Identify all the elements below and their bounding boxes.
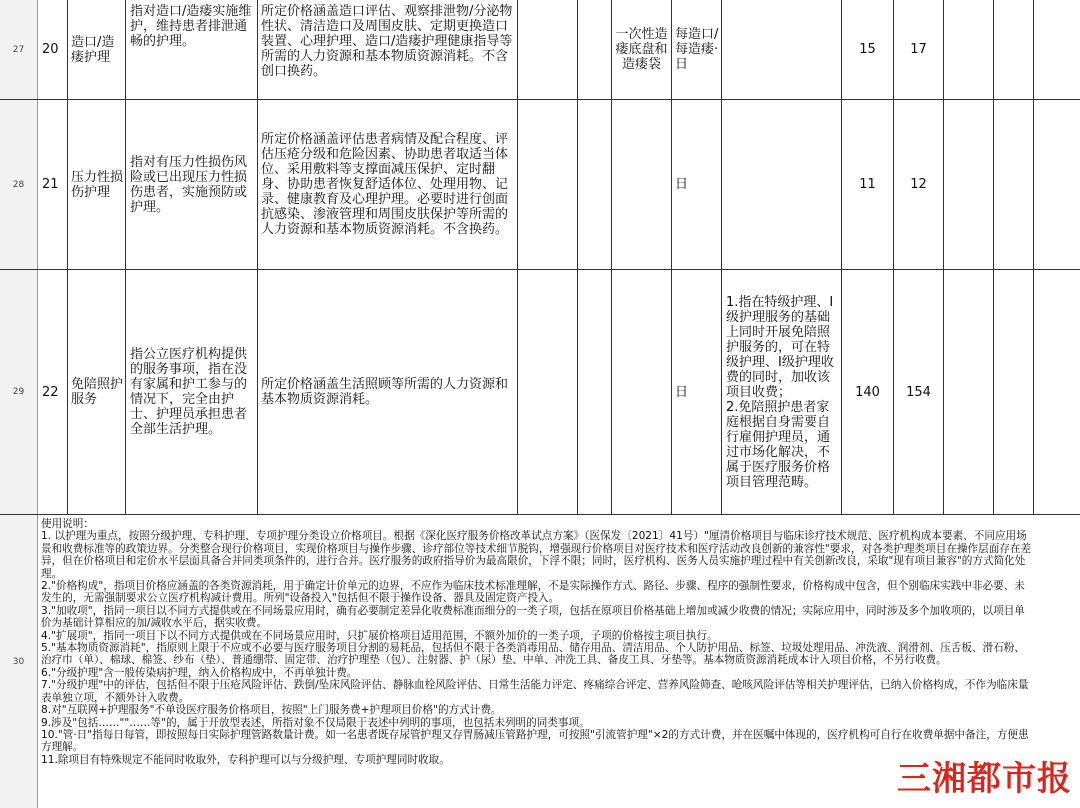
empty-cell	[944, 270, 994, 514]
item-unit-text: 日	[675, 177, 689, 192]
empty-cell	[944, 0, 994, 99]
empty-cell	[518, 0, 578, 99]
item-seq: 20	[38, 0, 68, 99]
row-number: 27	[0, 0, 38, 99]
notes-heading: 使用说明：	[41, 518, 94, 530]
row-number: 28	[0, 100, 38, 269]
item-unit-text: 日	[675, 384, 689, 400]
item-content-text: 所定价格涵盖生活照顾等所需的人力资源和基本物质资源消耗。	[261, 377, 509, 407]
usage-notes	[38, 516, 1038, 768]
item-seq: 21	[38, 100, 68, 269]
item-unit	[672, 0, 722, 99]
item-name	[68, 100, 126, 269]
empty-cell	[994, 100, 1034, 269]
item-content	[258, 0, 518, 99]
note-item: 2."价格构成"，指项目价格应涵盖的各类资源消耗，用于确定计价单元的边界，不应作为临床技术标准理解，不是实际操作方式、路径、步骤、程序的强制性要求，价格构成中包含，但个别临床实践中非必要、未发生的，无需强制要求公立医疗机构减计费用。所列"设备投入"包括但不限于操作设备、器具及固定资产投入。	[41, 580, 1025, 605]
item-content	[258, 270, 518, 514]
item-definition	[126, 100, 258, 269]
item-content-text: 所定价格涵盖造口评估、观察排泄物/分泌物性状、清洁造口及周围皮肤、定期更换造口装置、心理护理、造口/造瘘护理健康指导等所需的人力资源和基本物质资源消耗。不含创口换药。	[261, 4, 513, 79]
item-materials	[612, 270, 672, 514]
item-content	[258, 100, 518, 269]
item-content-text: 所定价格涵盖评估患者病情及配合程度、评估压疮分级和危险因素、协助患者取适当体位、采用敷料等支撑面减压保护、定时翻身、协助患者恢复舒适体位、处理用物、记录、健康教育及心理护理。必要时进行创面抗感染、渗液管理和周围皮肤保护等所需的人力资源和基本物质资源消耗。不含换药。	[261, 132, 509, 237]
empty-cell	[578, 0, 612, 99]
price-2: 17	[894, 0, 944, 99]
table-row	[0, 270, 1080, 515]
item-seq: 22	[38, 270, 68, 514]
empty-cell	[1034, 0, 1080, 99]
price-1: 11	[842, 100, 894, 269]
note-item: 3."加收项"，指同一项目以不同方式提供或在不同场景应用时，确有必要制定差异化收费标准而细分的一类子项，包括在原项目价格基础上增加或减少收费的情况；实际应用中，同时涉及多个加收项的，以项目单价为基础计算相应的加/减收水平后，据实收费。	[41, 604, 1025, 630]
newspaper-watermark-logo: 三湘都市报	[897, 759, 1072, 799]
note-item: 8.对"互联网+护理服务"不单设医疗服务价格项目，按照"上门服务费+护理项目价格"的方式计费。	[41, 704, 502, 717]
note-item: 5."基本物质资源消耗"，指原则上限于不应或不必要与医疗服务项目分割的易耗品，包括但不限于各类消毒用品、储存用品、清洁用品、个人防护用品、标签、垃圾处理用品、冲洗液、润滑剂、压舌板、滑石粉、治疗巾（单）、棉球、棉签、纱布（垫）、普通绷带、固定带、治疗护理垫（包）、注射器、护（尿）垫、中单、冲洗工具、备皮工具、牙垫等。基本物质资源消耗成本计入项目价格，不另行收费。	[41, 642, 1025, 667]
item-name-text: 造口/造瘘护理	[71, 34, 115, 65]
item-materials-text: 一次性造瘘底盘和造瘘袋	[615, 27, 668, 72]
note-item: 1. 以护理为重点，按照分级护理、专科护理、专项护理分类设立价格项目。根据《深化医疗服务价格改革试点方案》（医保发〔2021〕41号）"厘清价格项目与临床诊疗技术规范、医疗机构成本要素、不同应用场景和收费标准等的政策边界。分类整合现行价格项目，实现价格项目与操作步骤、诊疗部位等技术细节脱钩，增强现行价格项目对医疗技术和医疗活动改良创新的兼容性"要求，对各类护理类项目在操作层面存在差异，但在价格项目和定价水平层面具备合并同类项条件的，进行合并。医疗服务的政府指导价为最高限价，下浮不限；同时，医疗机构、医务人员实施护理过程中有关创新改良，采取"现有项目兼容"的方式简化处理。	[41, 530, 1032, 580]
price-1: 140	[842, 270, 894, 514]
item-definition-text: 指对有压力性损伤风险或已出现压力性损伤患者，实施预防或护理。	[130, 154, 248, 215]
item-note	[722, 100, 842, 269]
item-name	[68, 0, 126, 99]
empty-cell	[1034, 100, 1080, 269]
item-definition-text: 指公立医疗机构提供的服务事项，指在没有家属和护工参与的情况下，完全由护士、护理员承担患者全部生活护理。	[130, 347, 248, 437]
table-row	[0, 0, 1080, 100]
item-name	[68, 270, 126, 514]
item-unit-text: 每造口/每造瘘·日	[675, 27, 719, 72]
empty-cell	[1034, 270, 1080, 514]
item-name-text: 免陪照护服务	[71, 377, 124, 407]
empty-cell	[994, 270, 1034, 514]
note-item: 6."分级护理"含一般传染病护理，纳入价格构成中，不再单独计费。	[41, 666, 358, 679]
note-item: 11.除项目有特殊规定不能同时收取外，专科护理可以与分级护理、专项护理同时收取。	[41, 753, 450, 766]
note-item: 9.涉及"包括……""……等"的，属于开放型表述，所指对象不仅局限于表述中列明的事项，也包括未列明的同类事项。	[41, 716, 590, 729]
item-materials	[612, 100, 672, 269]
item-note-text: 1.指在特级护理、Ⅰ级护理服务的基础上同时开展免陪照护服务的，可在特级护理、Ⅰ级护理收费的同时，加收该项目收费； 2.免陪照护患者家庭根据自身需要自行雇佣护理员，通过市场化解决，不属于医疗服务价格项目管理范畴。	[726, 294, 834, 490]
note-item: 10."管·日"指每日每管，即按照每日实际护理管路数量计费。如一名患者既存尿管护理又存胃肠减压管路护理，可按照"引流管护理"×2的方式计费，并在医嘱中体现的，医疗机构可自行在收费单据中备注，方便患方理解。	[41, 728, 1029, 754]
empty-cell	[518, 270, 578, 514]
item-definition-text: 指对造口/造瘘实施维护，维持患者排泄通畅的护理。	[130, 4, 252, 49]
item-note	[722, 0, 842, 99]
item-note	[722, 270, 842, 514]
row-number: 29	[0, 270, 38, 514]
price-1: 15	[842, 0, 894, 99]
item-definition	[126, 0, 258, 99]
empty-cell	[944, 100, 994, 269]
empty-cell	[518, 100, 578, 269]
item-unit	[672, 270, 722, 514]
item-unit	[672, 100, 722, 269]
note-item: 7."分级护理"中的评估，包括但不限于压疮风险评估、跌倒/坠床风险评估、静脉血栓风险评估、日常生活能力评定、疼痛综合评定、营养风险筛查、呛咳风险评估等相关护理评估，已纳入价格构成，不作为临床量表单独立项，不额外计入收费。	[41, 679, 1029, 704]
price-2: 154	[894, 270, 944, 514]
empty-cell	[578, 270, 612, 514]
empty-cell	[578, 100, 612, 269]
item-definition	[126, 270, 258, 514]
price-2: 12	[894, 100, 944, 269]
note-item: 4."扩展项"，指同一项目下以不同方式提供或在不同场景应用时，只扩展价格项目适用范围，不额外加价的一类子项，子项的价格按主项目执行。	[41, 629, 718, 642]
empty-cell	[994, 0, 1034, 99]
item-name-text: 压力性损伤护理	[71, 169, 124, 200]
row-number: 30	[0, 515, 38, 808]
item-materials	[612, 0, 672, 99]
table-row	[0, 100, 1080, 270]
